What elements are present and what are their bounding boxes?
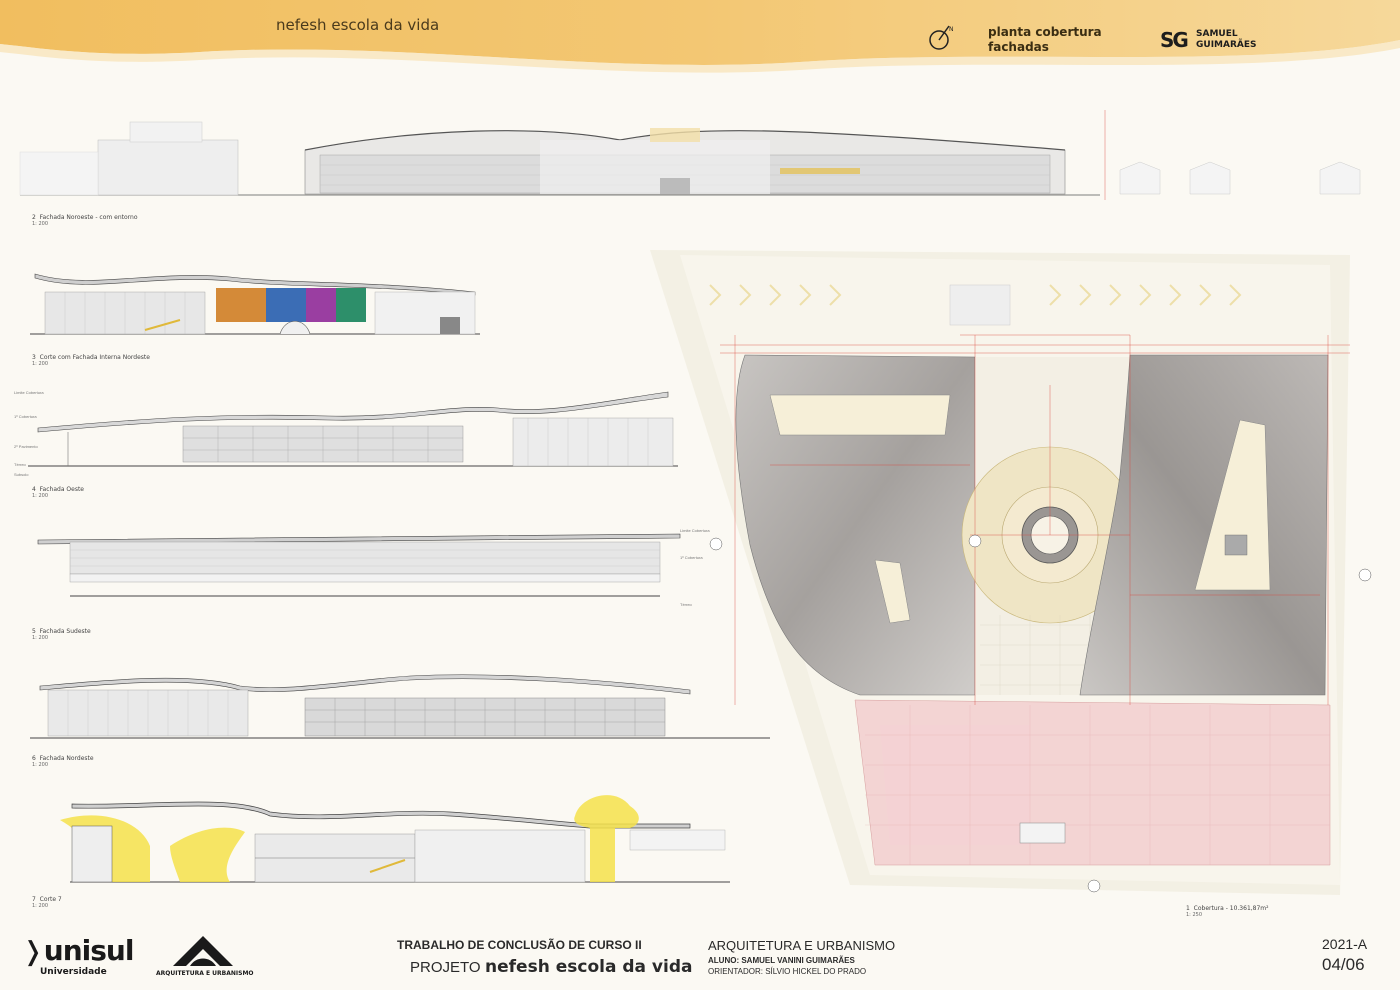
- drawing-7-caption: [32, 896, 62, 909]
- section-corte-7: [30, 786, 750, 896]
- sg-logo-mark: SG: [1160, 28, 1187, 52]
- drawing-2-title: Fachada Noroeste - com entorno: [39, 214, 138, 221]
- year-label: 2021-A: [1322, 936, 1368, 952]
- svg-text:N: N: [949, 26, 954, 33]
- roof-plan: [650, 245, 1370, 905]
- drawing-2-number: 2: [32, 214, 36, 221]
- drawing-3-title: Corte com Fachada Interna Nordeste: [39, 354, 150, 361]
- project-title: nefesh escola da vida: [276, 16, 440, 34]
- unisul-logo-sub: Universidade: [40, 967, 107, 977]
- sheet-number: 04/06: [1322, 955, 1365, 974]
- level-oeste-4: Térreo: [14, 462, 26, 467]
- facade-noroeste: [20, 100, 1120, 220]
- drawing-7-number: 7: [32, 896, 36, 903]
- project-name: nefesh escola da vida: [485, 957, 693, 977]
- project-prefix: PROJETO: [410, 959, 481, 976]
- unisul-logo: [22, 934, 133, 967]
- level-oeste-2: 1º Cobertura: [14, 414, 37, 419]
- unisul-logo-name: unisul: [43, 934, 134, 967]
- level-sudeste-2: 1º Cobertura: [680, 555, 703, 560]
- facade-oeste: [28, 388, 688, 478]
- sheet-title-line1: planta cobertura: [988, 25, 1102, 39]
- drawing-6-number: 6: [32, 755, 36, 762]
- facade-sudeste: [30, 524, 750, 624]
- drawing-5-caption: [32, 628, 91, 641]
- header-banner: [0, 0, 1400, 70]
- course-logo-text: ARQUITETURA E URBANISMO: [156, 970, 254, 977]
- project-line: [410, 957, 692, 977]
- drawing-2-scale: 1: 200: [32, 221, 48, 227]
- level-sudeste-3: Térreo: [680, 602, 692, 607]
- drawing-4-scale: 1: 200: [32, 493, 48, 499]
- north-arrow-icon: [927, 24, 957, 54]
- course-logo-icon: [168, 934, 238, 974]
- drawing-4-title: Fachada Oeste: [39, 486, 84, 493]
- drawing-3-scale: 1: 200: [32, 361, 48, 367]
- drawing-3-number: 3: [32, 354, 36, 361]
- drawing-4-number: 4: [32, 486, 36, 493]
- drawing-7-scale: 1: 200: [32, 903, 48, 909]
- drawing-5-title: Fachada Sudeste: [39, 628, 91, 635]
- level-oeste-3: 2º Pavimento: [14, 444, 38, 449]
- drawing-6-caption: [32, 755, 94, 768]
- facade-nordeste: [30, 662, 750, 752]
- level-oeste-5: Subsolo: [14, 472, 29, 477]
- course-name: ARQUITETURA E URBANISMO: [708, 938, 896, 953]
- level-oeste-1: Limite Cobertura: [14, 390, 44, 395]
- student-name: ALUNO: SAMUEL VANINI GUIMARÃES: [708, 956, 855, 965]
- drawing-6-title: Fachada Nordeste: [39, 755, 94, 762]
- drawing-4-caption: [32, 486, 84, 499]
- section-interna-nordeste: [30, 262, 490, 352]
- sg-logo-name1: SAMUEL: [1196, 29, 1238, 39]
- drawing-2-caption: [32, 214, 137, 227]
- drawing-1-number: 1: [1186, 905, 1190, 912]
- drawing-7-title: Corte 7: [39, 896, 62, 903]
- drawing-1-caption: [1186, 905, 1269, 918]
- unisul-logo-mark: ❭: [22, 937, 44, 967]
- sheet-title-line2: fachadas: [988, 40, 1049, 54]
- drawing-5-scale: 1: 200: [32, 635, 48, 641]
- drawing-1-scale: 1: 250: [1186, 912, 1202, 918]
- tcc-line: TRABALHO DE CONCLUSÃO DE CURSO II: [397, 938, 642, 952]
- advisor-name: ORIENTADOR: SÍLVIO HICKEL DO PRADO: [708, 967, 867, 976]
- level-sudeste-1: Limite Cobertura: [680, 528, 710, 533]
- sg-logo: [1160, 28, 1187, 52]
- drawing-6-scale: 1: 200: [32, 762, 48, 768]
- sg-logo-name2: GUIMARÃES: [1196, 40, 1257, 50]
- drawing-1-title: Cobertura - 10.361,87m²: [1193, 905, 1269, 912]
- drawing-5-number: 5: [32, 628, 36, 635]
- drawing-3-caption: [32, 354, 150, 367]
